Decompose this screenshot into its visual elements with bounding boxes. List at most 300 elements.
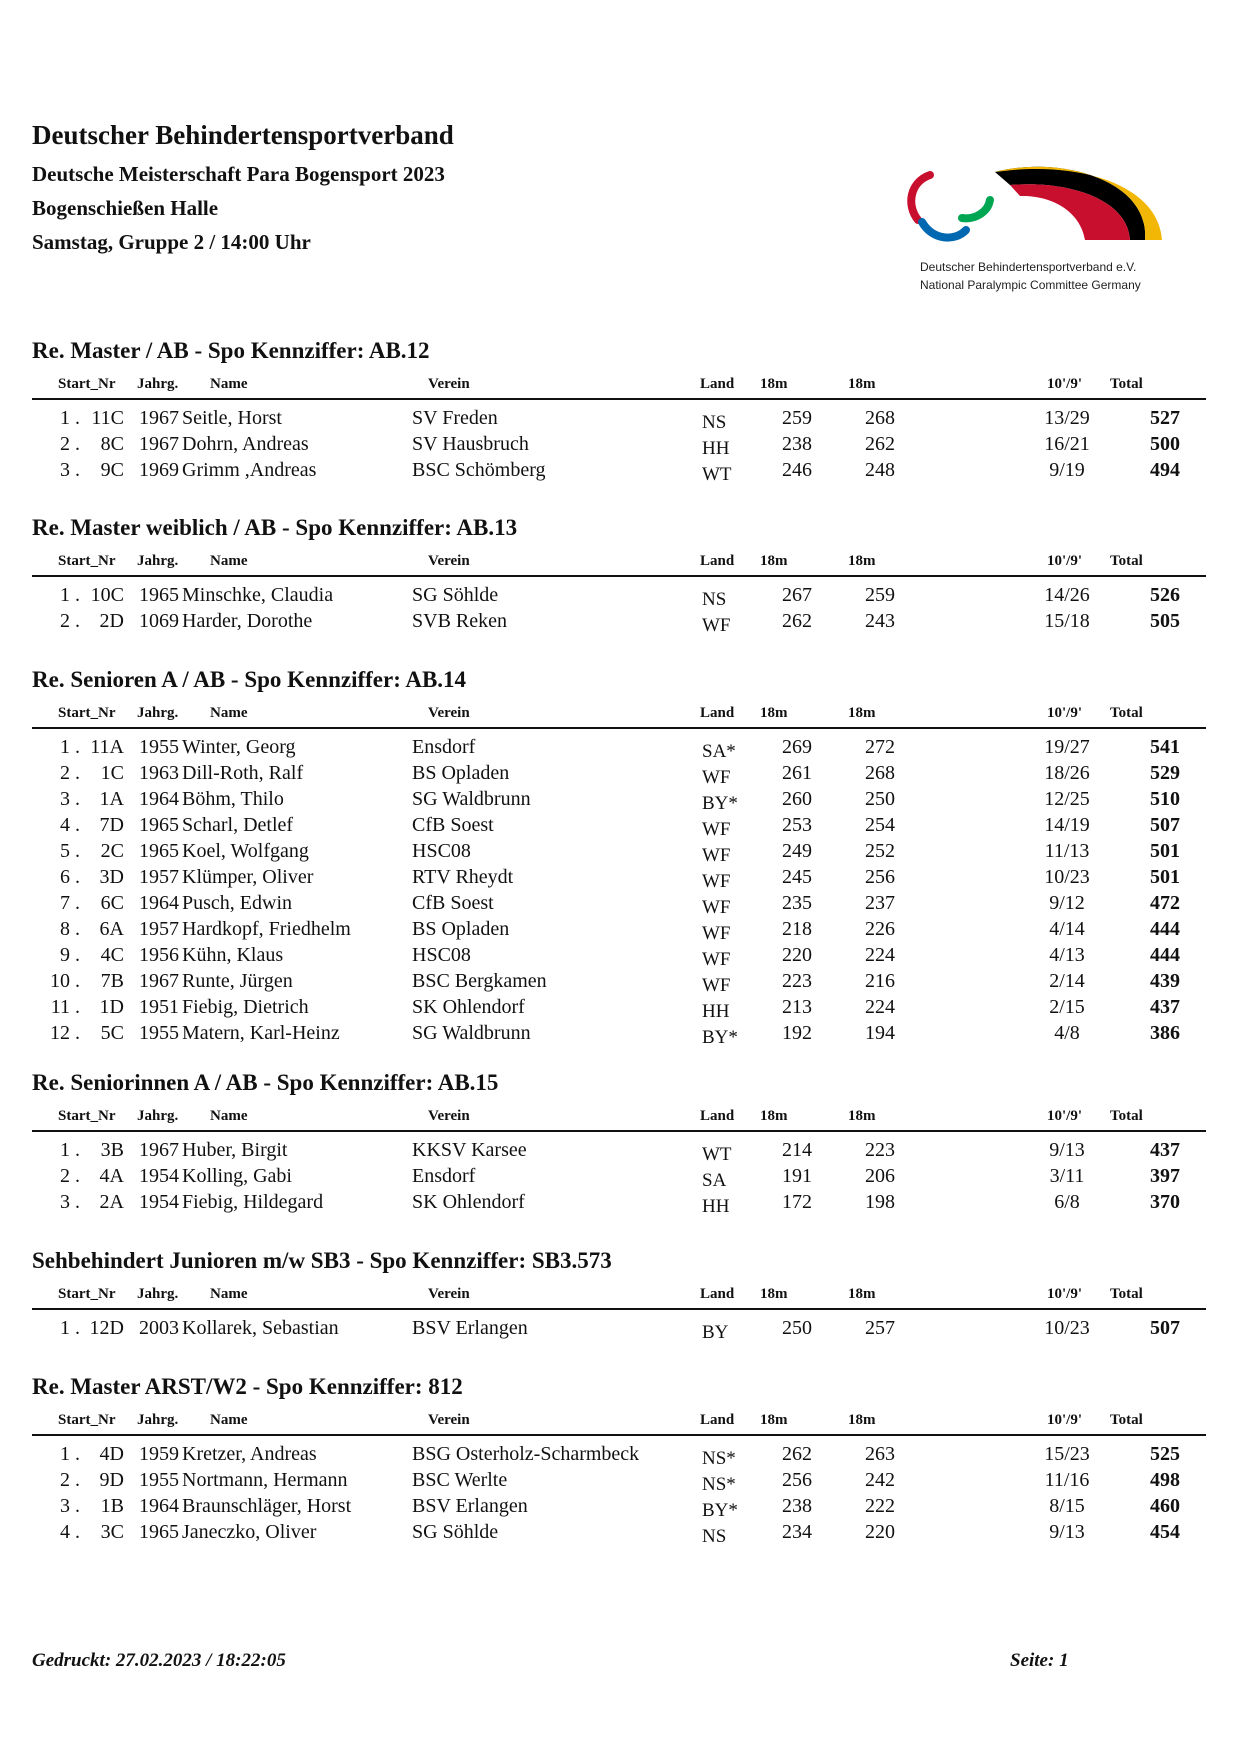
column-header-s2: 18m — [848, 376, 876, 392]
cell-year: 1955 — [139, 1022, 179, 1044]
cell-year: 1964 — [139, 788, 179, 810]
results-rows — [32, 734, 1206, 1046]
column-header-name: Name — [210, 705, 248, 721]
cell-name: Böhm, Thilo — [182, 788, 284, 810]
section-title: Re. Master / AB - Spo Kennziffer: AB.12 — [32, 338, 430, 363]
table-row — [32, 838, 1206, 864]
cell-verein: BS Opladen — [412, 762, 510, 784]
cell-s1: 250 — [782, 1317, 812, 1339]
cell-rank: 3 . — [60, 459, 80, 481]
cell-year: 1967 — [139, 970, 179, 992]
cell-year: 1954 — [139, 1165, 179, 1187]
results-rows — [32, 1441, 1206, 1545]
cell-rank: 2 . — [60, 433, 80, 455]
cell-start: 10C — [90, 584, 124, 606]
cell-verein: BSC Werlte — [412, 1469, 508, 1491]
cell-s2: 223 — [865, 1139, 895, 1161]
results-rows — [32, 1137, 1206, 1215]
cell-rank: 3 . — [60, 788, 80, 810]
page-number: Seite: 1 — [1010, 1650, 1069, 1671]
cell-tens: 14/26 — [1044, 584, 1090, 606]
cell-rank: 4 . — [60, 1521, 80, 1543]
cell-land: WF — [702, 615, 731, 636]
dbs-logo — [900, 160, 1180, 300]
logo-caption-line1: Deutscher Behindertensportverband e.V. — [920, 260, 1137, 274]
cell-land: BY* — [702, 1027, 738, 1048]
column-header-start: Start_Nr — [58, 1286, 116, 1302]
cell-land: BY — [702, 1322, 729, 1343]
cell-verein: HSC08 — [412, 840, 471, 862]
cell-rank: 1 . — [60, 736, 80, 758]
cell-s2: 268 — [865, 407, 895, 429]
cell-rank: 1 . — [60, 1139, 80, 1161]
column-header-s1: 18m — [760, 1286, 788, 1302]
cell-total: 501 — [1150, 866, 1180, 888]
cell-s2: 220 — [865, 1521, 895, 1543]
results-section — [32, 336, 1206, 483]
cell-year: 2003 — [139, 1317, 179, 1339]
cell-verein: SVB Reken — [412, 610, 507, 632]
cell-verein: BSG Osterholz-Scharmbeck — [412, 1443, 640, 1465]
table-row — [32, 1163, 1206, 1189]
column-header-start: Start_Nr — [58, 376, 116, 392]
column-header-s1: 18m — [760, 705, 788, 721]
cell-start: 2D — [99, 610, 124, 632]
cell-start: 4D — [99, 1443, 124, 1465]
cell-land: NS — [702, 589, 727, 610]
cell-verein: SV Hausbruch — [412, 433, 529, 455]
cell-year: 1069 — [139, 610, 179, 632]
cell-name: Runte, Jürgen — [182, 970, 293, 992]
cell-total: 526 — [1150, 584, 1180, 606]
cell-year: 1955 — [139, 736, 179, 758]
cell-rank: 7 . — [60, 892, 80, 914]
cell-total: 397 — [1150, 1165, 1180, 1187]
column-header-land: Land — [700, 553, 735, 569]
cell-s1: 269 — [782, 736, 812, 758]
cell-name: Scharl, Detlef — [182, 814, 294, 836]
cell-start: 5C — [100, 1022, 124, 1044]
column-header-name: Name — [210, 1286, 248, 1302]
cell-s2: 224 — [865, 996, 895, 1018]
cell-tens: 15/18 — [1044, 610, 1090, 632]
cell-s1: 259 — [782, 407, 812, 429]
cell-tens: 13/29 — [1044, 407, 1090, 429]
cell-start: 4A — [99, 1165, 124, 1187]
cell-year: 1957 — [139, 918, 179, 940]
cell-s1: 234 — [782, 1521, 812, 1543]
header-rule — [32, 575, 1206, 577]
cell-s2: 256 — [865, 866, 895, 888]
cell-land: WF — [702, 897, 731, 918]
column-header-year: Jahrg. — [137, 1108, 179, 1124]
results-section — [32, 513, 1206, 634]
cell-rank: 1 . — [60, 1317, 80, 1339]
cell-tens: 9/19 — [1049, 459, 1085, 481]
cell-name: Braunschläger, Horst — [182, 1495, 352, 1517]
cell-s1: 191 — [782, 1165, 812, 1187]
cell-tens: 4/13 — [1049, 944, 1085, 966]
cell-land: WF — [702, 949, 731, 970]
results-section — [32, 1372, 1206, 1545]
cell-s2: 268 — [865, 762, 895, 784]
column-headers — [32, 1412, 1206, 1434]
cell-s1: 223 — [782, 970, 812, 992]
cell-start: 8C — [100, 433, 124, 455]
cell-start: 2A — [99, 1191, 124, 1213]
cell-start: 12D — [89, 1317, 124, 1339]
cell-name: Huber, Birgit — [182, 1139, 288, 1161]
cell-rank: 5 . — [60, 840, 80, 862]
table-row — [32, 405, 1206, 431]
cell-s2: 259 — [865, 584, 895, 606]
column-header-year: Jahrg. — [137, 1286, 179, 1302]
cell-year: 1957 — [139, 866, 179, 888]
cell-rank: 12 . — [50, 1022, 80, 1044]
cell-name: Pusch, Edwin — [182, 892, 292, 914]
table-row — [32, 1020, 1206, 1046]
cell-s1: 261 — [782, 762, 812, 784]
column-header-year: Jahrg. — [137, 705, 179, 721]
cell-s1: 220 — [782, 944, 812, 966]
cell-land: SA* — [702, 741, 736, 762]
cell-total: 525 — [1150, 1443, 1180, 1465]
cell-s1: 256 — [782, 1469, 812, 1491]
cell-year: 1954 — [139, 1191, 179, 1213]
table-row — [32, 734, 1206, 760]
cell-verein: BSV Erlangen — [412, 1317, 528, 1339]
cell-total: 437 — [1150, 1139, 1180, 1161]
column-header-total: Total — [1110, 376, 1143, 392]
cell-name: Grimm ,Andreas — [182, 459, 317, 481]
cell-verein: SK Ohlendorf — [412, 996, 525, 1018]
cell-land: WF — [702, 767, 731, 788]
cell-year: 1951 — [139, 996, 179, 1018]
column-header-name: Name — [210, 553, 248, 569]
results-section — [32, 1246, 1206, 1341]
column-headers — [32, 1108, 1206, 1130]
cell-land: SA — [702, 1170, 727, 1191]
cell-s1: 238 — [782, 433, 812, 455]
cell-name: Dill-Roth, Ralf — [182, 762, 304, 784]
cell-start: 11A — [90, 736, 124, 758]
cell-tens: 14/19 — [1044, 814, 1090, 836]
column-header-verein: Verein — [428, 376, 470, 392]
cell-start: 6C — [100, 892, 124, 914]
cell-start: 11C — [91, 407, 124, 429]
cell-tens: 2/15 — [1049, 996, 1085, 1018]
cell-tens: 10/23 — [1044, 866, 1090, 888]
cell-year: 1967 — [139, 1139, 179, 1161]
cell-land: BY* — [702, 1500, 738, 1521]
cell-tens: 11/13 — [1044, 840, 1090, 862]
cell-name: Winter, Georg — [182, 736, 296, 758]
section-title: Re. Master weiblich / AB - Spo Kennziffer: AB.13 — [32, 515, 518, 540]
cell-rank: 3 . — [60, 1495, 80, 1517]
column-header-total: Total — [1110, 1286, 1143, 1302]
cell-verein: SK Ohlendorf — [412, 1191, 525, 1213]
cell-tens: 8/15 — [1049, 1495, 1085, 1517]
table-row — [32, 812, 1206, 838]
cell-s1: 262 — [782, 1443, 812, 1465]
column-header-s2: 18m — [848, 1108, 876, 1124]
cell-name: Minschke, Claudia — [182, 584, 334, 606]
cell-s2: 222 — [865, 1495, 895, 1517]
cell-total: 370 — [1150, 1191, 1180, 1213]
cell-s2: 250 — [865, 788, 895, 810]
cell-s1: 260 — [782, 788, 812, 810]
column-header-start: Start_Nr — [58, 1412, 116, 1428]
cell-s1: 249 — [782, 840, 812, 862]
column-header-tens: 10'/9' — [1047, 1108, 1083, 1124]
cell-year: 1965 — [139, 584, 179, 606]
cell-start: 3B — [100, 1139, 124, 1161]
table-row — [32, 1519, 1206, 1545]
header-rule — [32, 1130, 1206, 1132]
document-header — [32, 120, 454, 264]
cell-rank: 4 . — [60, 814, 80, 836]
cell-start: 3C — [100, 1521, 124, 1543]
table-row — [32, 1441, 1206, 1467]
column-header-year: Jahrg. — [137, 376, 179, 392]
cell-s2: 272 — [865, 736, 895, 758]
cell-rank: 10 . — [50, 970, 80, 992]
cell-name: Fiebig, Hildegard — [182, 1191, 324, 1213]
cell-verein: HSC08 — [412, 944, 471, 966]
cell-rank: 9 . — [60, 944, 80, 966]
table-row — [32, 864, 1206, 890]
cell-rank: 3 . — [60, 1191, 80, 1213]
cell-name: Hardkopf, Friedhelm — [182, 918, 351, 940]
cell-land: WF — [702, 819, 731, 840]
table-row — [32, 1315, 1206, 1341]
column-header-land: Land — [700, 1108, 735, 1124]
cell-name: Janeczko, Oliver — [182, 1521, 317, 1543]
cell-start: 1B — [100, 1495, 124, 1517]
column-header-s1: 18m — [760, 553, 788, 569]
cell-land: HH — [702, 1001, 730, 1022]
cell-rank: 2 . — [60, 1165, 80, 1187]
cell-verein: RTV Rheydt — [412, 866, 514, 888]
cell-s2: 226 — [865, 918, 895, 940]
column-header-s2: 18m — [848, 1412, 876, 1428]
results-section — [32, 1068, 1206, 1215]
column-header-start: Start_Nr — [58, 1108, 116, 1124]
cell-s2: 216 — [865, 970, 895, 992]
printed-timestamp: Gedruckt: 27.02.2023 / 18:22:05 — [32, 1650, 286, 1671]
cell-year: 1963 — [139, 762, 179, 784]
cell-rank: 2 . — [60, 1469, 80, 1491]
cell-start: 7B — [100, 970, 124, 992]
cell-rank: 2 . — [60, 610, 80, 632]
header-rule — [32, 1308, 1206, 1310]
cell-s2: 194 — [865, 1022, 895, 1044]
cell-s2: 242 — [865, 1469, 895, 1491]
cell-s1: 267 — [782, 584, 812, 606]
cell-total: 527 — [1150, 407, 1180, 429]
cell-total: 437 — [1150, 996, 1180, 1018]
cell-tens: 12/25 — [1044, 788, 1090, 810]
cell-year: 1967 — [139, 433, 179, 455]
column-header-total: Total — [1110, 553, 1143, 569]
cell-s2: 262 — [865, 433, 895, 455]
cell-verein: BSV Erlangen — [412, 1495, 528, 1517]
cell-tens: 9/13 — [1049, 1139, 1085, 1161]
logo-caption — [920, 258, 1141, 294]
table-row — [32, 916, 1206, 942]
column-header-tens: 10'/9' — [1047, 553, 1083, 569]
header-rule — [32, 727, 1206, 729]
cell-total: 444 — [1150, 944, 1180, 966]
cell-name: Seitle, Horst — [182, 407, 282, 429]
cell-name: Matern, Karl-Heinz — [182, 1022, 340, 1044]
column-header-verein: Verein — [428, 553, 470, 569]
table-row — [32, 1189, 1206, 1215]
table-row — [32, 942, 1206, 968]
cell-verein: Ensdorf — [412, 736, 476, 758]
cell-s2: 198 — [865, 1191, 895, 1213]
column-header-s1: 18m — [760, 1108, 788, 1124]
column-header-land: Land — [700, 1286, 735, 1302]
cell-land: WT — [702, 1144, 732, 1165]
cell-tens: 16/21 — [1044, 433, 1090, 455]
cell-year: 1959 — [139, 1443, 179, 1465]
cell-tens: 4/14 — [1049, 918, 1085, 940]
logo-caption-line2: National Paralympic Committee Germany — [920, 278, 1141, 292]
cell-tens: 9/13 — [1049, 1521, 1085, 1543]
cell-rank: 1 . — [60, 407, 80, 429]
cell-s2: 206 — [865, 1165, 895, 1187]
cell-start: 4C — [100, 944, 124, 966]
cell-year: 1964 — [139, 1495, 179, 1517]
column-header-start: Start_Nr — [58, 705, 116, 721]
table-row — [32, 431, 1206, 457]
column-header-s2: 18m — [848, 553, 876, 569]
results-rows — [32, 405, 1206, 483]
section-title: Sehbehindert Junioren m/w SB3 - Spo Kennziffer: SB3.573 — [32, 1248, 612, 1273]
cell-land: NS* — [702, 1448, 736, 1469]
column-header-land: Land — [700, 376, 735, 392]
column-header-verein: Verein — [428, 1286, 470, 1302]
cell-total: 510 — [1150, 788, 1180, 810]
cell-verein: BSC Bergkamen — [412, 970, 547, 992]
cell-land: NS — [702, 412, 727, 433]
column-header-s1: 18m — [760, 1412, 788, 1428]
cell-total: 460 — [1150, 1495, 1180, 1517]
cell-name: Fiebig, Dietrich — [182, 996, 309, 1018]
cell-tens: 10/23 — [1044, 1317, 1090, 1339]
table-row — [32, 1493, 1206, 1519]
cell-year: 1955 — [139, 1469, 179, 1491]
column-header-verein: Verein — [428, 1108, 470, 1124]
cell-s1: 172 — [782, 1191, 812, 1213]
cell-year: 1967 — [139, 407, 179, 429]
cell-s1: 246 — [782, 459, 812, 481]
cell-start: 7D — [99, 814, 124, 836]
cell-year: 1969 — [139, 459, 179, 481]
cell-verein: SG Söhlde — [412, 584, 499, 606]
cell-s1: 213 — [782, 996, 812, 1018]
cell-rank: 1 . — [60, 584, 80, 606]
cell-total: 498 — [1150, 1469, 1180, 1491]
event-title: Deutsche Meisterschaft Para Bogensport 2023 — [32, 162, 445, 186]
cell-total: 439 — [1150, 970, 1180, 992]
table-row — [32, 1467, 1206, 1493]
cell-year: 1964 — [139, 892, 179, 914]
cell-name: Dohrn, Andreas — [182, 433, 309, 455]
column-header-total: Total — [1110, 1108, 1143, 1124]
column-header-year: Jahrg. — [137, 1412, 179, 1428]
cell-start: 1D — [99, 996, 124, 1018]
cell-start: 2C — [100, 840, 124, 862]
org-title: Deutscher Behindertensportverband — [32, 120, 454, 150]
table-row — [32, 1137, 1206, 1163]
cell-tens: 2/14 — [1049, 970, 1085, 992]
column-header-tens: 10'/9' — [1047, 705, 1083, 721]
column-headers — [32, 705, 1206, 727]
cell-verein: CfB Soest — [412, 814, 494, 836]
cell-land: HH — [702, 1196, 730, 1217]
table-row — [32, 457, 1206, 483]
cell-tens: 3/11 — [1049, 1165, 1085, 1187]
column-header-total: Total — [1110, 1412, 1143, 1428]
cell-total: 444 — [1150, 918, 1180, 940]
column-headers — [32, 553, 1206, 575]
cell-rank: 6 . — [60, 866, 80, 888]
cell-name: Kolling, Gabi — [182, 1165, 292, 1187]
cell-tens: 15/23 — [1044, 1443, 1090, 1465]
section-title: Re. Master ARST/W2 - Spo Kennziffer: 812 — [32, 1374, 463, 1399]
cell-s1: 262 — [782, 610, 812, 632]
cell-verein: KKSV Karsee — [412, 1139, 527, 1161]
results-rows — [32, 1315, 1206, 1341]
table-row — [32, 760, 1206, 786]
cell-land: WF — [702, 871, 731, 892]
cell-name: Koel, Wolfgang — [182, 840, 309, 862]
cell-land: NS — [702, 1526, 727, 1547]
column-header-tens: 10'/9' — [1047, 1286, 1083, 1302]
table-row — [32, 608, 1206, 634]
cell-s2: 248 — [865, 459, 895, 481]
column-header-s2: 18m — [848, 705, 876, 721]
cell-total: 529 — [1150, 762, 1180, 784]
column-header-verein: Verein — [428, 1412, 470, 1428]
cell-verein: Ensdorf — [412, 1165, 476, 1187]
cell-year: 1965 — [139, 840, 179, 862]
cell-name: Harder, Dorothe — [182, 610, 313, 632]
cell-land: NS* — [702, 1474, 736, 1495]
column-header-total: Total — [1110, 705, 1143, 721]
cell-s1: 214 — [782, 1139, 812, 1161]
cell-start: 1C — [100, 762, 124, 784]
column-header-land: Land — [700, 705, 735, 721]
cell-start: 3D — [99, 866, 124, 888]
column-header-name: Name — [210, 1108, 248, 1124]
column-headers — [32, 376, 1206, 398]
column-header-s1: 18m — [760, 376, 788, 392]
cell-total: 494 — [1150, 459, 1180, 481]
cell-name: Kretzer, Andreas — [182, 1443, 317, 1465]
column-header-year: Jahrg. — [137, 553, 179, 569]
table-row — [32, 890, 1206, 916]
cell-name: Nortmann, Hermann — [182, 1469, 348, 1491]
cell-year: 1965 — [139, 1521, 179, 1543]
cell-total: 472 — [1150, 892, 1180, 914]
section-title: Re. Seniorinnen A / AB - Spo Kennziffer: AB.15 — [32, 1070, 499, 1095]
cell-name: Kühn, Klaus — [182, 944, 284, 966]
paralympic-agitos-icon — [900, 160, 1180, 255]
cell-s1: 192 — [782, 1022, 812, 1044]
